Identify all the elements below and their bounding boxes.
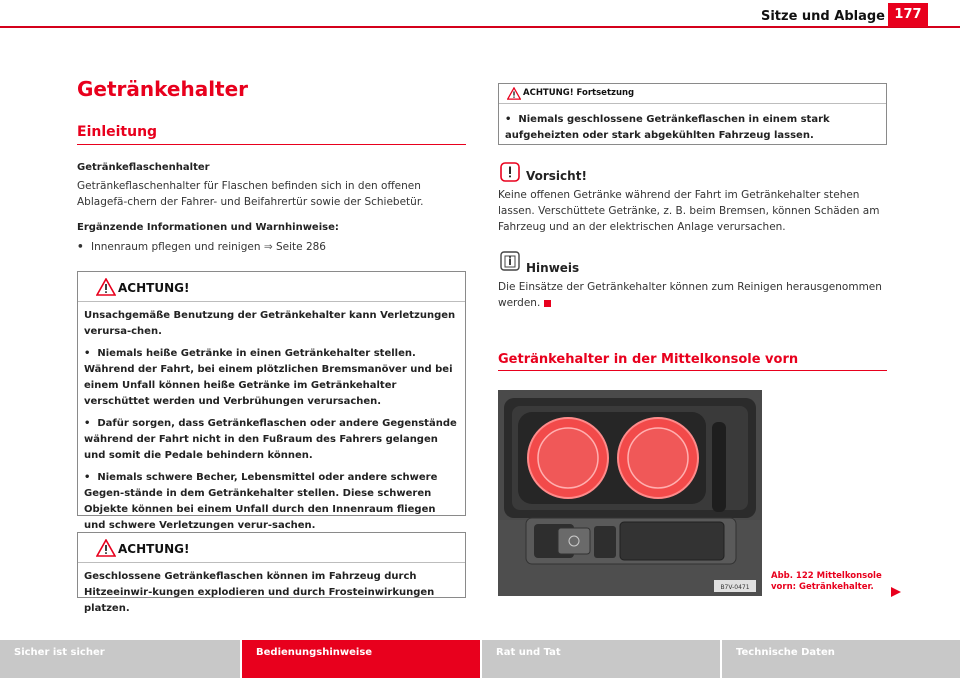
bullet-dot: • [77,241,84,253]
subheading-additional-info: Ergänzende Informationen und Warnhinweise: [77,222,339,233]
subheading-bottle-holder: Getränkeflaschenhalter [77,162,210,173]
warning-continued-header [499,84,886,104]
caution-icon [500,162,520,182]
tab-technical-data[interactable]: Technische Daten [720,640,960,678]
warning-box-2-header [78,533,465,563]
warning-1-body [78,302,465,546]
arrow-right-icon: ⇒ [263,241,273,253]
intro-heading: Einleitung [77,124,158,140]
warning-continued-title: ACHTUNG! Fortsetzung [523,88,635,98]
tab-advice[interactable]: Rat und Tat [480,640,720,678]
intro-heading-rule [77,144,466,145]
warning-1-para: Unsachgemäße Benutzung der Getränkehalter kann Verletzungen verursa-chen. [84,310,456,337]
page-title: Getränkehalter [77,77,249,101]
cupholder-illustration [498,390,762,596]
figure-code: B7V-0471 [720,584,750,591]
warning-triangle-icon [96,278,116,296]
warning-box-1 [77,271,466,531]
warning-triangle-icon [96,539,116,557]
warning-continued-box [498,83,887,145]
warning-box-2 [77,532,466,614]
caution-text: Keine offenen Getränke während der Fahrt im Getränkehalter stehen lassen. Verschüttete Getränke, z. B. beim Bremsen, können Schäden am Fahrzeug und an der elektrischen Anlage verursachen. [498,189,880,233]
figure-caption: Abb. 122 Mittelkonsole vorn: Getränkehalter. [771,571,882,592]
warning-box-1-header [78,272,465,302]
center-console-heading-rule [498,370,887,371]
next-page-arrow-icon[interactable] [890,586,902,598]
end-mark [544,300,551,307]
page-header [0,0,960,32]
info-note-icon [500,251,520,271]
note-text: Die Einsätze der Getränkehalter können zum Reinigen herausgenommen werden. [498,281,882,309]
bullet-care-link: • Innenraum pflegen und reinigen ⇒ Seite 286 [77,241,326,253]
warning-1-bullet: • Dafür sorgen, dass Getränkeflaschen oder andere Gegenstände während der Fahrt nicht in den Fußraum des Fahrers gelangen und somit die Pedale behindern können. [84,418,457,461]
footer-nav [0,640,960,678]
warning-triangle-icon [507,87,521,100]
warning-2-title: ACHTUNG! [118,542,190,556]
caution-title: Vorsicht! [526,169,587,183]
tab-safety[interactable]: Sicher ist sicher [0,640,240,678]
warning-1-bullet: • Niemals heiße Getränke in einen Getränkehalter stellen. Während der Fahrt, bei einem plötzlichen Bremsmanöver und bei einem Unfall können heiße Getränke im Getränkehalter verschüttet werden und Verbrühungen verursachen. [84,348,453,407]
warning-2-body: Geschlossene Getränkeflaschen können im Fahrzeug durch Hitzeeinwir-kungen explodieren und durch Frosteinwirkungen platzen. [84,571,435,614]
section-title: Sitze und Ablage [760,9,885,24]
warning-1-title: ACHTUNG! [118,281,190,295]
page-ref-link[interactable]: Seite 286 [275,241,326,253]
warning-1-bullet: • Niemals schwere Becher, Lebensmittel oder andere schwere Gegen-stände in dem Getränkehalter stellen. Diese schweren Objekte können bei einem Unfall durch den Innenraum fliegen und schwere Verletzungen verur-sachen. [84,472,438,531]
header-rule [0,26,960,28]
cupholder-figure [498,390,762,596]
bottle-holder-text: Getränkeflaschenhalter für Flaschen befinden sich in den offenen Ablagefä-chern der Fahrer- und Beifahrertür sowie der Schiebetür. [77,180,424,208]
center-console-heading: Getränkehalter in der Mittelkonsole vorn [498,352,799,367]
tab-operation[interactable]: Bedienungshinweise [240,640,480,678]
note-title: Hinweis [526,261,580,275]
page-number: 177 [888,3,928,27]
warning-continued-body: • Niemals geschlossene Getränkeflaschen in einem stark aufgeheizten oder stark abgekühlten Fahrzeug lassen. [505,114,830,141]
